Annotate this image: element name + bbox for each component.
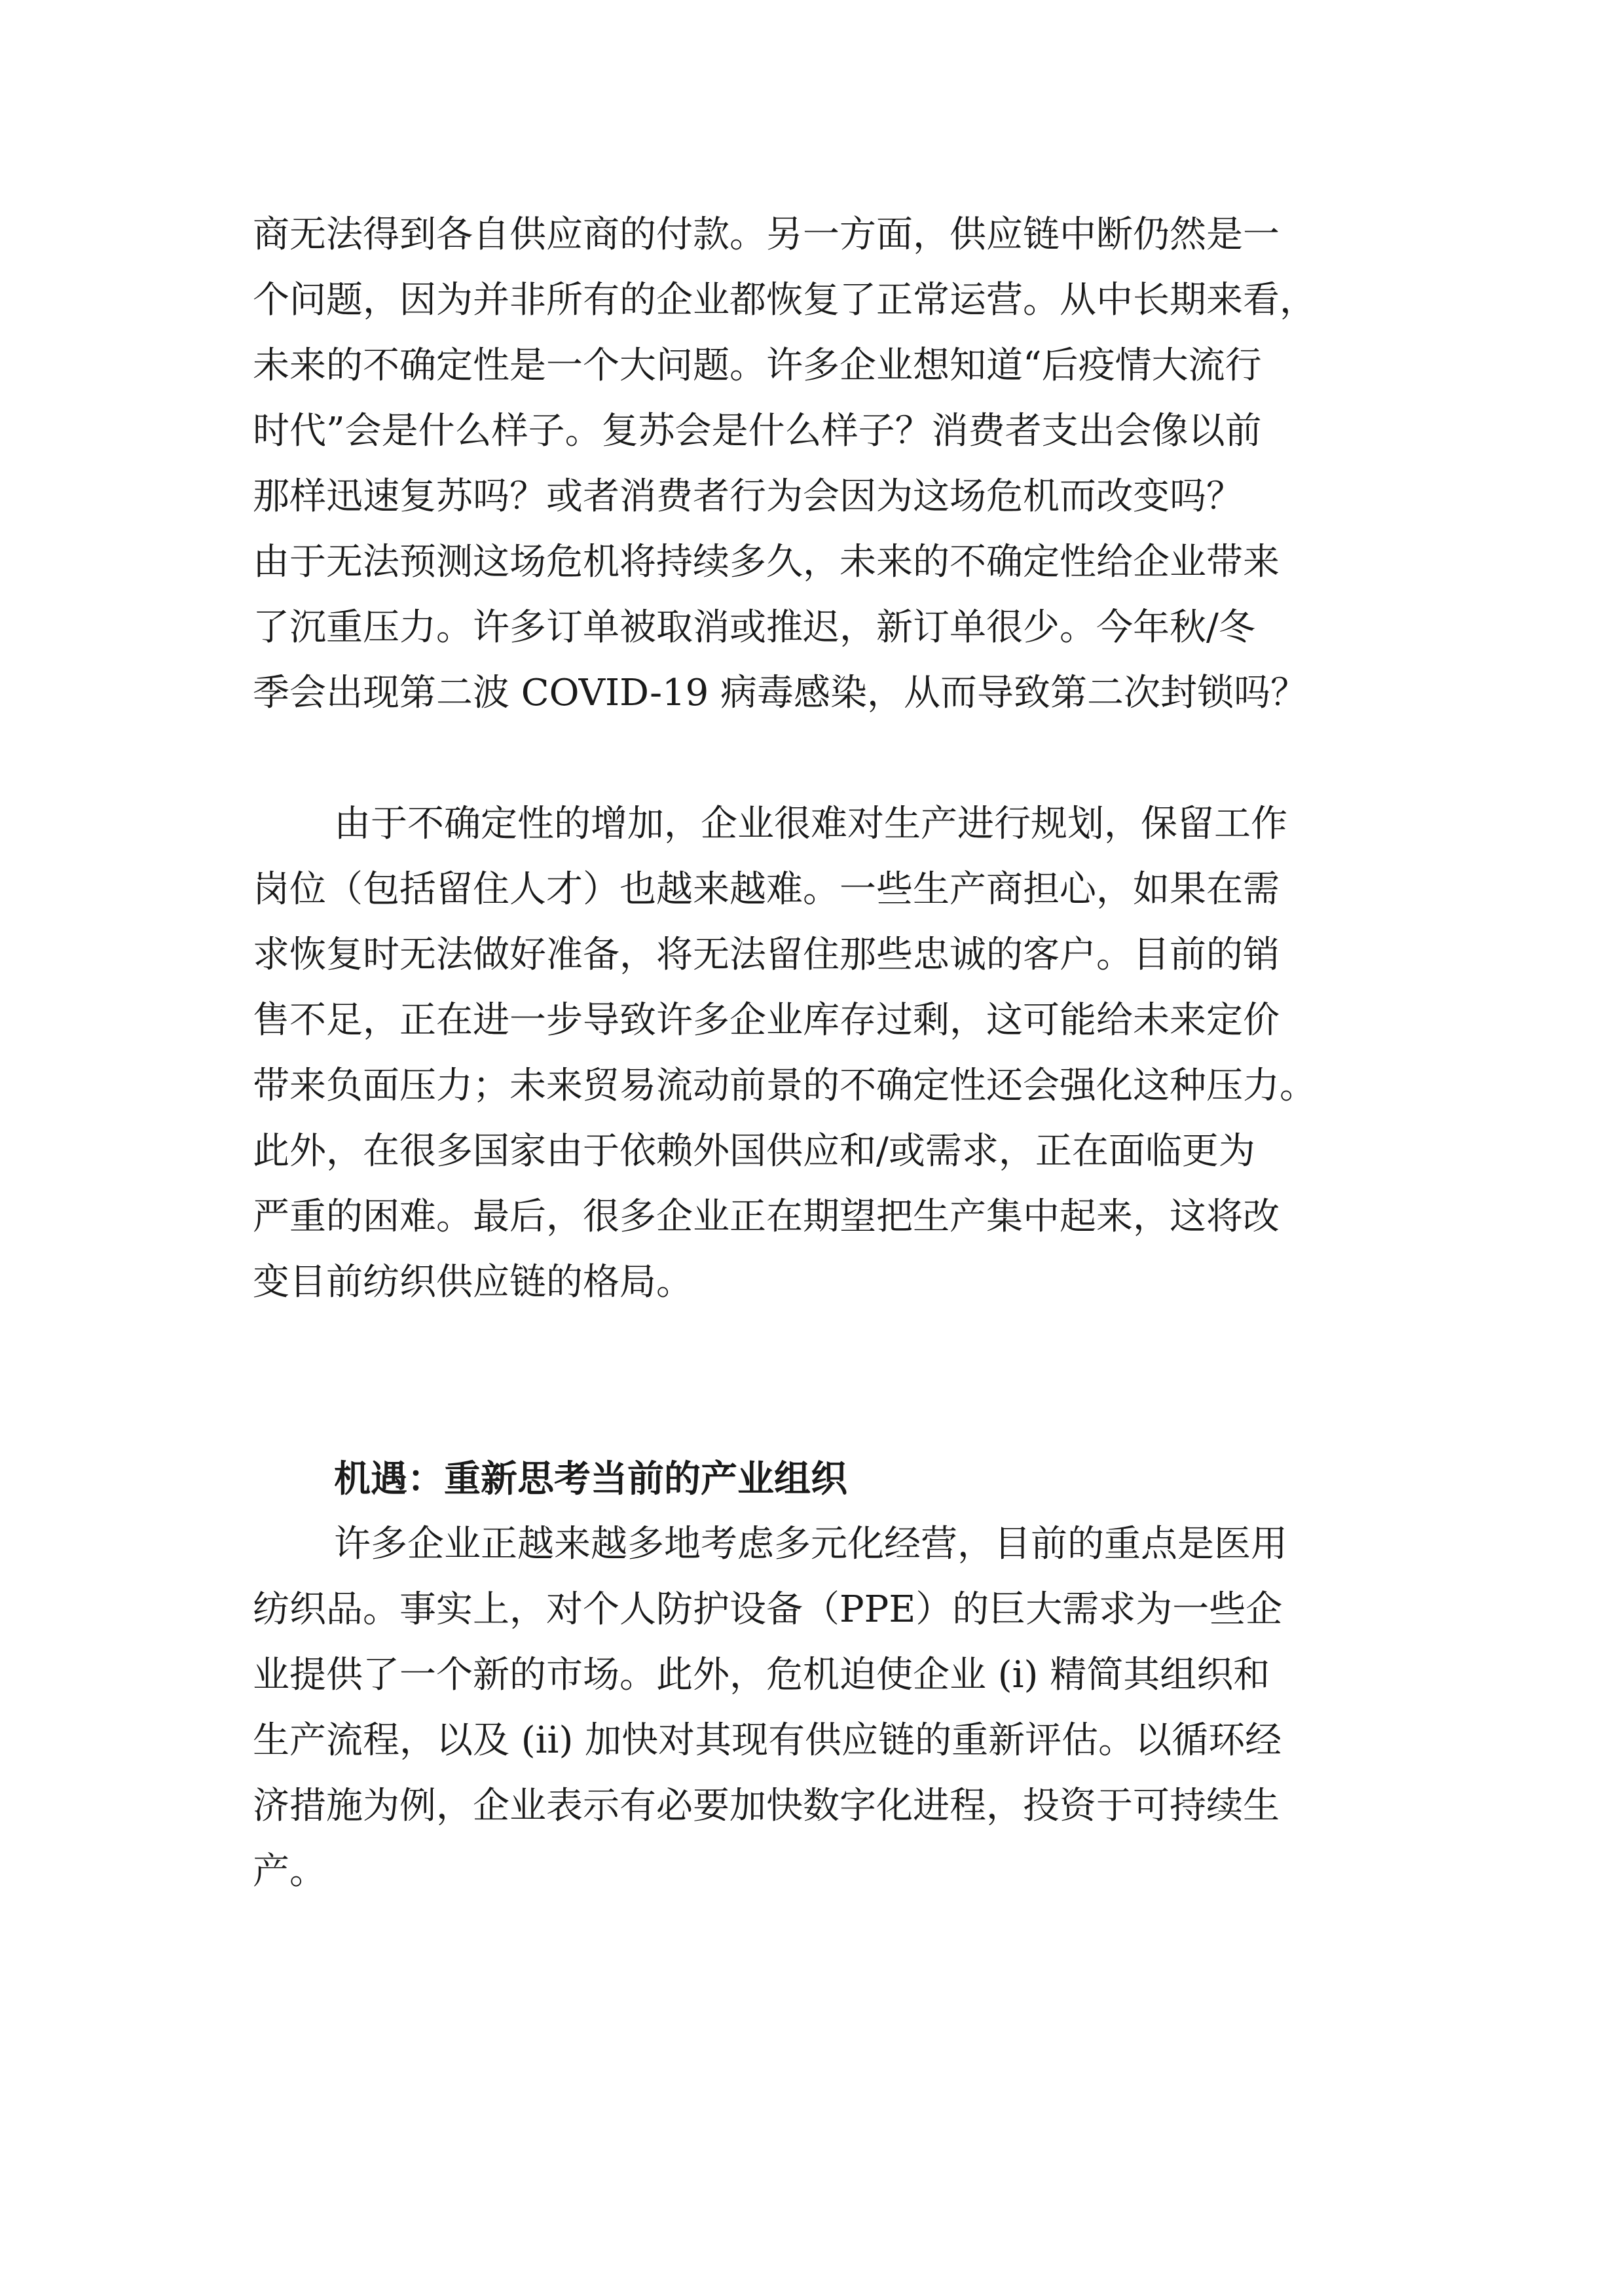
- section-heading: 机遇：重新思考当前的产业组织: [334, 1457, 847, 1501]
- paragraph-line: 生产流程，以及 (ii) 加快对其现有供应链的重新评估。以循环经: [253, 1719, 1282, 1762]
- paragraph-line: 求恢复时无法做好准备，将无法留住那些忠诚的客户。目前的销: [253, 934, 1280, 976]
- paragraph-line: 严重的困难。最后，很多企业正在期望把生产集中起来，这将改: [253, 1195, 1280, 1238]
- paragraph-line: 时代”会是什么样子。复苏会是什么样子？消费者支出会像以前: [253, 410, 1262, 452]
- paragraph-line: 了沉重压力。许多订单被取消或推迟，新订单很少。今年秋/冬: [253, 606, 1255, 649]
- paragraph-line: 许多企业正越来越多地考虑多元化经营，目前的重点是医用: [334, 1523, 1287, 1565]
- paragraph-line: 产。: [253, 1850, 326, 1893]
- paragraph-line: 岗位（包括留住人才）也越来越难。一些生产商担心，如果在需: [253, 868, 1280, 911]
- paragraph-line: 售不足，正在进一步导致许多企业库存过剩，这可能给未来定价: [253, 999, 1280, 1042]
- paragraph-2: [253, 792, 1386, 1315]
- paragraph-line: 济措施为例，企业表示有必要加快数字化进程，投资于可持续生: [253, 1785, 1280, 1827]
- paragraph-line: 此外，在很多国家由于依赖外国供应和/或需求，正在面临更为: [253, 1130, 1255, 1173]
- paragraph-line: 由于不确定性的增加，企业很难对生产进行规划，保留工作: [334, 803, 1287, 845]
- paragraph-line: 纺织品。事实上，对个人防护设备（PPE）的巨大需求为一些企: [253, 1588, 1283, 1631]
- paragraph-line: 未来的不确定性是一个大问题。许多企业想知道“后疫情大流行: [253, 344, 1262, 387]
- paragraph-line: 变目前纺织供应链的格局。: [253, 1261, 693, 1303]
- paragraph-line: 季会出现第二波 COVID-19 病毒感染，从而导致第二次封锁吗？: [253, 672, 1308, 714]
- paragraph-line: 由于无法预测这场危机将持续多久，未来的不确定性给企业带来: [253, 541, 1280, 583]
- paragraph-line: 那样迅速复苏吗？或者消费者行为会因为这场危机而改变吗？: [253, 475, 1243, 518]
- paragraph-3: [253, 1446, 1386, 1904]
- paragraph-line: 商无法得到各自供应商的付款。另一方面，供应链中断仍然是一: [253, 213, 1280, 256]
- paragraph-1: [253, 202, 1386, 726]
- paragraph-line: 业提供了一个新的市场。此外，危机迫使企业 (i) 精简其组织和: [253, 1654, 1270, 1696]
- paragraph-line: 带来负面压力；未来贸易流动前景的不确定性还会强化这种压力。: [253, 1065, 1316, 1107]
- paragraph-line: 个问题，因为并非所有的企业都恢复了正常运营。从中长期来看，: [253, 279, 1316, 321]
